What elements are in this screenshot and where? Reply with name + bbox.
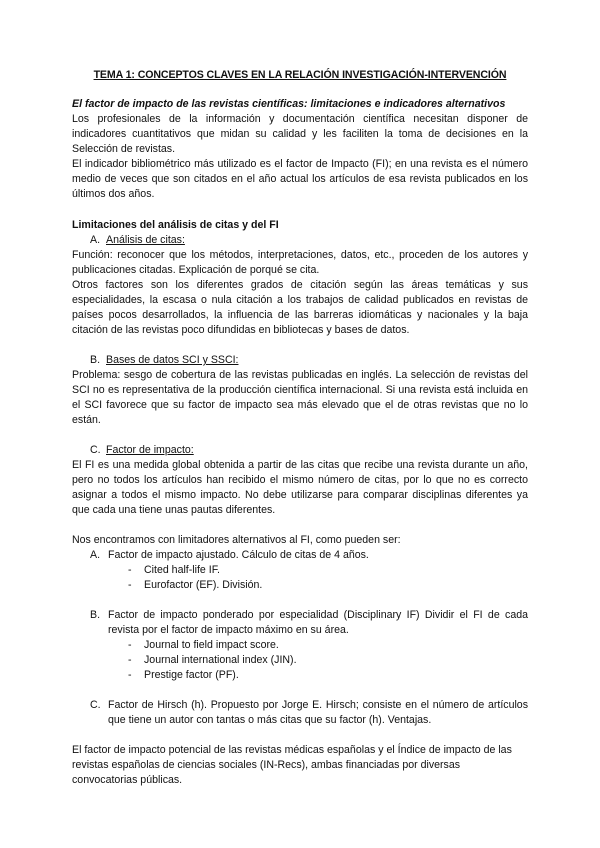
paragraph: El indicador bibliométrico más utilizado es el factor de Impacto (FI); en una revista es el número medio de veces que son citados en el año actual los artículos de esa revista publicados en los últimos dos años. (72, 158, 528, 200)
paragraph: Función: reconocer que los métodos, interpretaciones, datos, etc., proceden de los autores y publicaciones citadas. Explicación de porqué se cita. (72, 249, 528, 276)
alternative-item (72, 548, 528, 563)
list-item-b (72, 353, 528, 368)
list-item-c (72, 443, 528, 458)
list-letter: C. (90, 444, 101, 456)
alternatives-list (72, 548, 528, 728)
sub-list (72, 638, 528, 683)
dash-bullet: - (128, 564, 132, 576)
paragraph: Los profesionales de la información y documentación científica necesitan disponer de indicadores cuantitativos que midan su calidad y les faciliten la toma de decisiones en la Selección de revistas. (72, 113, 528, 155)
subheading-citation-analysis: Análisis de citas: (106, 234, 185, 246)
sub-list-item: - Eurofactor (EF). División. (128, 579, 263, 591)
sub-list-item: - Journal international index (JIN). (128, 654, 297, 666)
list-letter: A. (90, 549, 101, 561)
subheading-impact-factor: Factor de impacto: (106, 444, 194, 456)
dash-bullet: - (128, 654, 132, 666)
paragraph-closing: El factor de impacto potencial de las revistas médicas españolas y el Índice de impacto de las revistas españolas de ciencias sociales (IN-Recs), ambas financiadas por diversas convocatorias públicas. (72, 744, 512, 786)
sub-list-item: - Journal to field impact score. (128, 639, 279, 651)
paragraph: El FI es una medida global obtenida a partir de las citas que recibe una revista durante un año, pero no todos los artículos han recibido el mismo número de citas, por lo que no es correcto asignar a todos el mismo impacto. No debe utilizarse para comparar disciplinas diferentes ya que cada una tiene unas pautas diferentes. (72, 459, 528, 516)
list-letter: B. (90, 609, 101, 621)
paragraph-intro: Nos encontramos con limitadores alternativos al FI, como pueden ser: (72, 534, 401, 546)
dash-bullet: - (128, 639, 132, 651)
paragraph: Otros factores son los diferentes grados de citación según las áreas temáticas y sus especialidades, la escasa o nula citación a los trabajos de calidad publicados en revistas de países pocos desarrollados, la influencia de las barreras idiomáticas y nacionales y la baja citación de las revistas poco difundidas en bibliotecas y bases de datos. (72, 279, 528, 336)
list-letter: B. (90, 354, 101, 366)
sub-list-item: - Cited half-life IF. (128, 564, 220, 576)
list-letter: A. (90, 234, 101, 246)
section-heading-limitations: Limitaciones del análisis de citas y del FI (72, 219, 279, 231)
list-item-text: Factor de impacto ponderado por especialidad (Disciplinary IF) Dividir el FI de cada revista por el factor de impacto máximo en su área. (108, 609, 528, 636)
sub-list-item: - Prestige factor (PF). (128, 669, 239, 681)
sub-list (72, 563, 528, 593)
section-heading-impact-factor: El factor de impacto de las revistas científicas: limitaciones e indicadores alternativos (72, 98, 506, 110)
dash-bullet: - (128, 669, 132, 681)
alternative-item (72, 698, 528, 728)
dash-bullet: - (128, 579, 132, 591)
list-item-text: Factor de Hirsch (h). Propuesto por Jorge E. Hirsch; consiste en el número de artículos que tiene un autor con tantas o más citas que su factor (h). Ventajas. (108, 699, 528, 726)
paragraph: Problema: sesgo de cobertura de las revistas publicadas en inglés. La selección de revistas del SCI no es representativa de la producción científica internacional. Si una revista está incluida en el SCI favorece que su factor de impacto sea más elevado que el de otras revistas que no lo están. (72, 369, 528, 426)
page-title: TEMA 1: CONCEPTOS CLAVES EN LA RELACIÓN INVESTIGACIÓN-INTERVENCIÓN (93, 69, 507, 81)
list-item-a (72, 233, 528, 248)
subheading-databases: Bases de datos SCI y SSCI: (106, 354, 239, 366)
list-item-text: Factor de impacto ajustado. Cálculo de citas de 4 años. (108, 549, 369, 561)
alternative-item (72, 608, 528, 638)
list-letter: C. (90, 699, 101, 711)
